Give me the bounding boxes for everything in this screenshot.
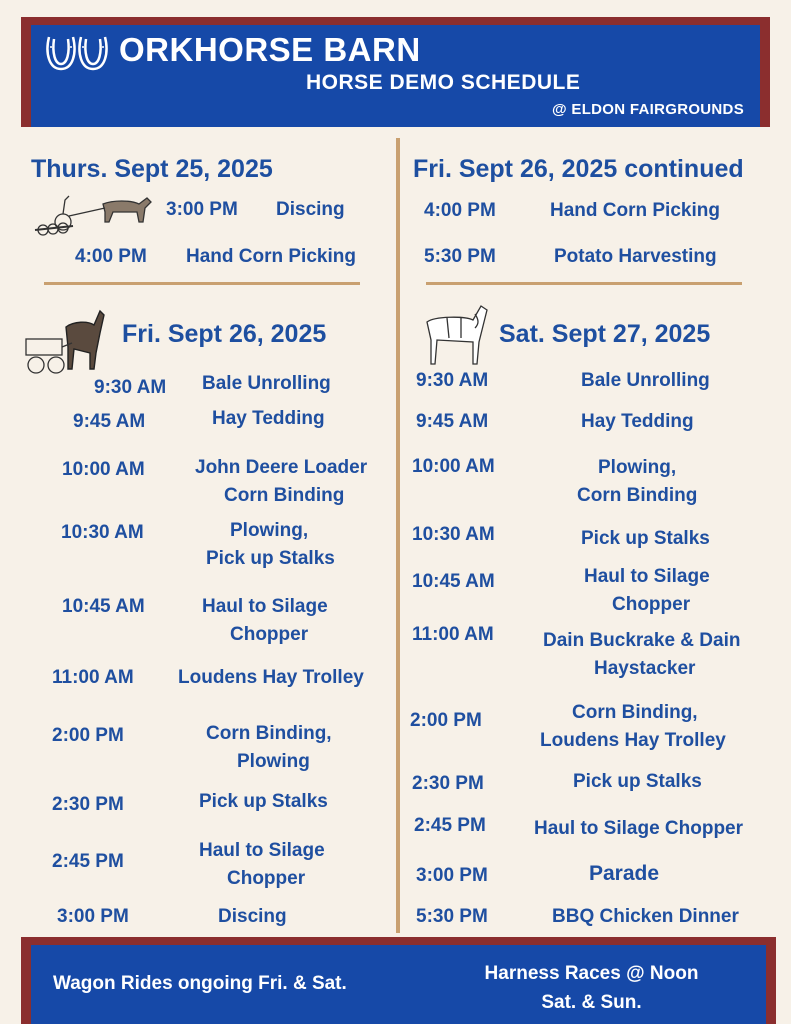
event-fri-9: Haul to Silage [199,840,325,861]
event-sat-6-line2: Haystacker [594,658,696,679]
event-fri-5-line2: Chopper [230,624,309,645]
location-label: @ ELDON FAIRGROUNDS [552,101,744,118]
day-title-saturday: Sat. Sept 27, 2025 [499,320,711,348]
event-fri-3: John Deere Loader [195,457,368,478]
event-sat-2: Hay Tedding [581,411,694,432]
time-sat-5: 10:45 AM [412,571,495,592]
event-fri-4-line2: Pick up Stalks [206,548,335,569]
footer-inner [31,945,766,1024]
event-fri-2: Hay Tedding [212,408,325,429]
event-fri-6: Loudens Hay Trolley [178,667,364,688]
event-sat-5-line2: Chopper [612,594,691,615]
horse-wagon-illustration [22,303,106,379]
time-fricont-1: 4:00 PM [424,200,496,221]
event-thu-1: Discing [276,199,345,220]
event-sat-10: Parade [589,862,660,885]
harnessed-horse-illustration [417,302,493,368]
time-fri-8: 2:30 PM [52,794,124,815]
time-fri-2: 9:45 AM [73,411,146,432]
event-sat-3-line2: Corn Binding [577,485,698,506]
time-sat-7: 2:00 PM [410,710,482,731]
time-sat-8: 2:30 PM [412,773,484,794]
event-fri-1: Bale Unrolling [202,373,331,394]
time-sat-4: 10:30 AM [412,524,495,545]
event-fri-4: Plowing, [230,520,309,541]
harness-races-line1: Harness Races @ Noon [484,963,699,984]
time-fri-9: 2:45 PM [52,851,124,872]
time-fri-7: 2:00 PM [52,725,124,746]
event-fri-9-line2: Chopper [227,868,306,889]
event-sat-11: BBQ Chicken Dinner [552,906,739,927]
event-sat-8: Pick up Stalks [573,771,702,792]
event-sat-9: Haul to Silage Chopper [534,818,744,839]
footer-banner [21,937,776,1024]
time-fri-3: 10:00 AM [62,459,145,480]
time-fri-4: 10:30 AM [61,522,144,543]
horse-disc-illustration [33,190,157,238]
event-fri-8: Pick up Stalks [199,791,328,812]
event-sat-6: Dain Buckrake & Dain [543,630,741,651]
time-fri-1: 9:30 AM [94,377,167,398]
event-fri-3-line2: Corn Binding [224,485,345,506]
time-sat-6: 11:00 AM [412,624,494,645]
time-fri-6: 11:00 AM [52,667,134,688]
event-sat-4: Pick up Stalks [581,528,710,549]
day-title-friday: Fri. Sept 26, 2025 [122,320,327,348]
harness-races-line2: Sat. & Sun. [541,992,642,1013]
event-thu-2: Hand Corn Picking [186,246,356,267]
column-divider [396,138,400,933]
time-fri-10: 3:00 PM [57,906,129,927]
harness-races-note [459,959,724,1017]
event-fri-7: Corn Binding, [206,723,332,744]
header-banner [21,17,770,127]
time-sat-10: 3:00 PM [416,865,488,886]
barn-title: ORKHORSE BARN [119,31,421,68]
event-sat-5: Haul to Silage [584,566,710,587]
event-fricont-2: Potato Harvesting [554,246,717,267]
time-fri-5: 10:45 AM [62,596,145,617]
time-fricont-2: 5:30 PM [424,246,496,267]
event-fri-10: Discing [218,906,287,927]
time-sat-3: 10:00 AM [412,456,495,477]
time-thu-1: 3:00 PM [166,199,238,220]
header-inner [31,25,760,127]
time-sat-9: 2:45 PM [414,815,486,836]
day-title-thursday: Thurs. Sept 25, 2025 [31,155,273,183]
day-title-friday-continued: Fri. Sept 26, 2025 continued [413,155,744,183]
schedule-title: HORSE DEMO SCHEDULE [306,71,581,94]
event-sat-7: Corn Binding, [572,702,698,723]
event-sat-1: Bale Unrolling [581,370,710,391]
section-divider-right [426,282,742,285]
time-sat-2: 9:45 AM [416,411,489,432]
event-fricont-1: Hand Corn Picking [550,200,720,221]
section-divider-left [44,282,360,285]
event-sat-3: Plowing, [598,457,677,478]
time-thu-2: 4:00 PM [75,246,147,267]
event-sat-7-line2: Loudens Hay Trolley [540,730,726,751]
time-sat-1: 9:30 AM [416,370,489,391]
event-fri-7-line2: Plowing [237,751,310,772]
wagon-rides-note: Wagon Rides ongoing Fri. & Sat. [53,973,347,994]
time-sat-11: 5:30 PM [416,906,488,927]
horseshoe-logo-icon [43,33,111,73]
event-fri-5: Haul to Silage [202,596,328,617]
